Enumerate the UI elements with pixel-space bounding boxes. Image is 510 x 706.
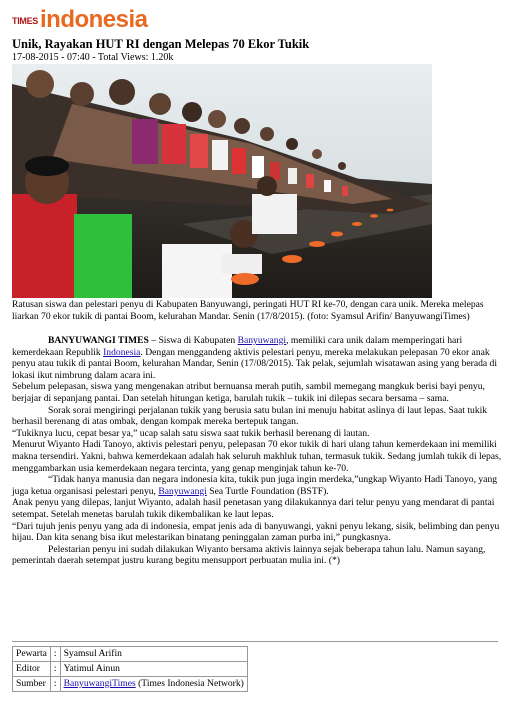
logo-indonesia: indonesia <box>40 6 148 33</box>
paragraph-8: “Dari tujuh jenis penyu yang ada di indonesia, empat jenis ada di banyuwangi, yakni penyu lekang, sisik, belimbing dan penyu hijau. Dan kita senang bisa ikut melestarikan binatang peninggalan zaman purba ini,” pungkasnya. <box>12 520 500 544</box>
paragraph-1 <box>12 335 508 381</box>
paragraph-3: Sorak sorai mengiringi perjalanan tukik yang berusia satu bulan ini menuju habitat aslinya di laut lepas. Saat tukik berhasil berenang di atas ombak, dengan kompak mereka bertepuk tangan. <box>12 404 488 428</box>
article-body <box>12 335 508 567</box>
text-segment: , memiliki cara unik dalam memperingati hari kemerdekaan Republik <box>12 335 463 358</box>
paragraph-5: Menurut Wiyanto Hadi Tanoyo, aktivis pelestari penyu, pelepasan 70 ekor tukik di hari ulang tahun kemerdekaan ini memiliki makna tersendiri. Yakni, bahwa kemerdekaan adalah hak seluruh makhluk tuhan, termasuk tukik. Sedang jumlah tukik di lepas, menggambarkan usia kemerdekaan negara tercinta, yang genap menginjak tahun ke-70. <box>12 439 502 474</box>
link-source[interactable]: BanyuwangiTimes <box>63 678 136 689</box>
credit-value: Yatimul Ainun <box>60 662 247 677</box>
credit-row <box>13 647 248 662</box>
link-banyuwangi-2[interactable]: Banyuwangi <box>158 485 207 497</box>
article-photo <box>12 64 432 298</box>
credit-label: Pewarta <box>13 647 51 662</box>
text-segment: Sea Turtle Foundation (BSTF). <box>206 485 329 497</box>
text-segment: – Siswa di Kabupaten <box>148 335 238 346</box>
credit-value <box>60 677 247 692</box>
credit-row <box>13 662 248 677</box>
link-banyuwangi[interactable]: Banyuwangi <box>237 335 287 346</box>
credit-row <box>13 677 248 692</box>
photo-caption: Ratusan siswa dan pelestari penyu di Kabupaten Banyuwangi, peringati HUT RI ke-70, dengan cara unik. Mereka melepas liarkan 70 ekor tukik di pantai Boom, kelurahan Mandar. Senin (17/8/2015). (foto: Syamsul Arifin/ BanyuwangiTimes) <box>12 299 484 322</box>
credit-label: Editor <box>13 662 51 677</box>
article-title: Unik, Rayakan HUT RI dengan Melepas 70 Ekor Tukik <box>12 37 310 51</box>
divider <box>12 641 498 642</box>
logo-times: TIMES <box>12 16 39 26</box>
credit-value: Syamsul Arifin <box>60 647 247 662</box>
credit-sep: : <box>50 647 60 662</box>
link-indonesia[interactable]: Indonesia <box>103 346 141 358</box>
text-segment: . Dengan menggandeng aktivis pelestari penyu, mereka melakukan pelepasan 70 ekor anak penyu atau tukik di pantai Boom, kelurahan Mandar, Senin (17/08/2015). Tak pelak, sejumlah wisatawan asing yang berada di lokasi ikut nimbrung dalam acara ini. <box>12 346 497 381</box>
text-segment: “Tidak hanya manusia dan negara indonesia kita, tukik pun juga ingin merdeka,”ungkap Wiyanto Hadi Tanoyo, yang juga ketua organisasi pelestari penyu, <box>12 474 498 497</box>
paragraph-4: “Tukiknya lucu, cepat besar ya,” ucap salah satu siswa saat tukik berhasil berenang di lautan. <box>12 427 370 439</box>
credit-label: Sumber <box>13 677 51 692</box>
credit-sep: : <box>50 662 60 677</box>
paragraph-6 <box>12 474 508 497</box>
dateline: BANYUWANGI TIMES <box>48 335 149 346</box>
credits-table <box>12 646 248 692</box>
source-network: (Times Indonesia Network) <box>135 678 244 689</box>
paragraph-7: Anak penyu yang dilepas, lanjut Wiyanto, adalah hasil penetasan yang dilakukannya dari telur penyu yang mendarat di pantai setempat. Setelah menetas barulah tukik dikembalikan ke laut lepas. <box>12 497 495 520</box>
paragraph-2: Sebelum pelepasan, siswa yang mengenakan atribut bernuansa merah putih, sambil memegang mangkuk berisi bayi penyu, berjajar di sepanjang pantai. Dan setelah hitungan ketiga, barulah tukik – tukik ini dilepas secara bersama – sama. <box>12 381 485 404</box>
article-meta: 17-08-2015 - 07:40 - Total Views: 1.20k <box>12 52 174 63</box>
credit-sep: : <box>50 677 60 692</box>
paragraph-9: Pelestarian penyu ini sudah dilakukan Wiyanto bersama aktivis lainnya sejak beberapa tahun lalu. Namun sayang, pemerintah daerah setempat justru kurang begitu mensupport perbuatan mulia ini. (*) <box>12 543 486 567</box>
